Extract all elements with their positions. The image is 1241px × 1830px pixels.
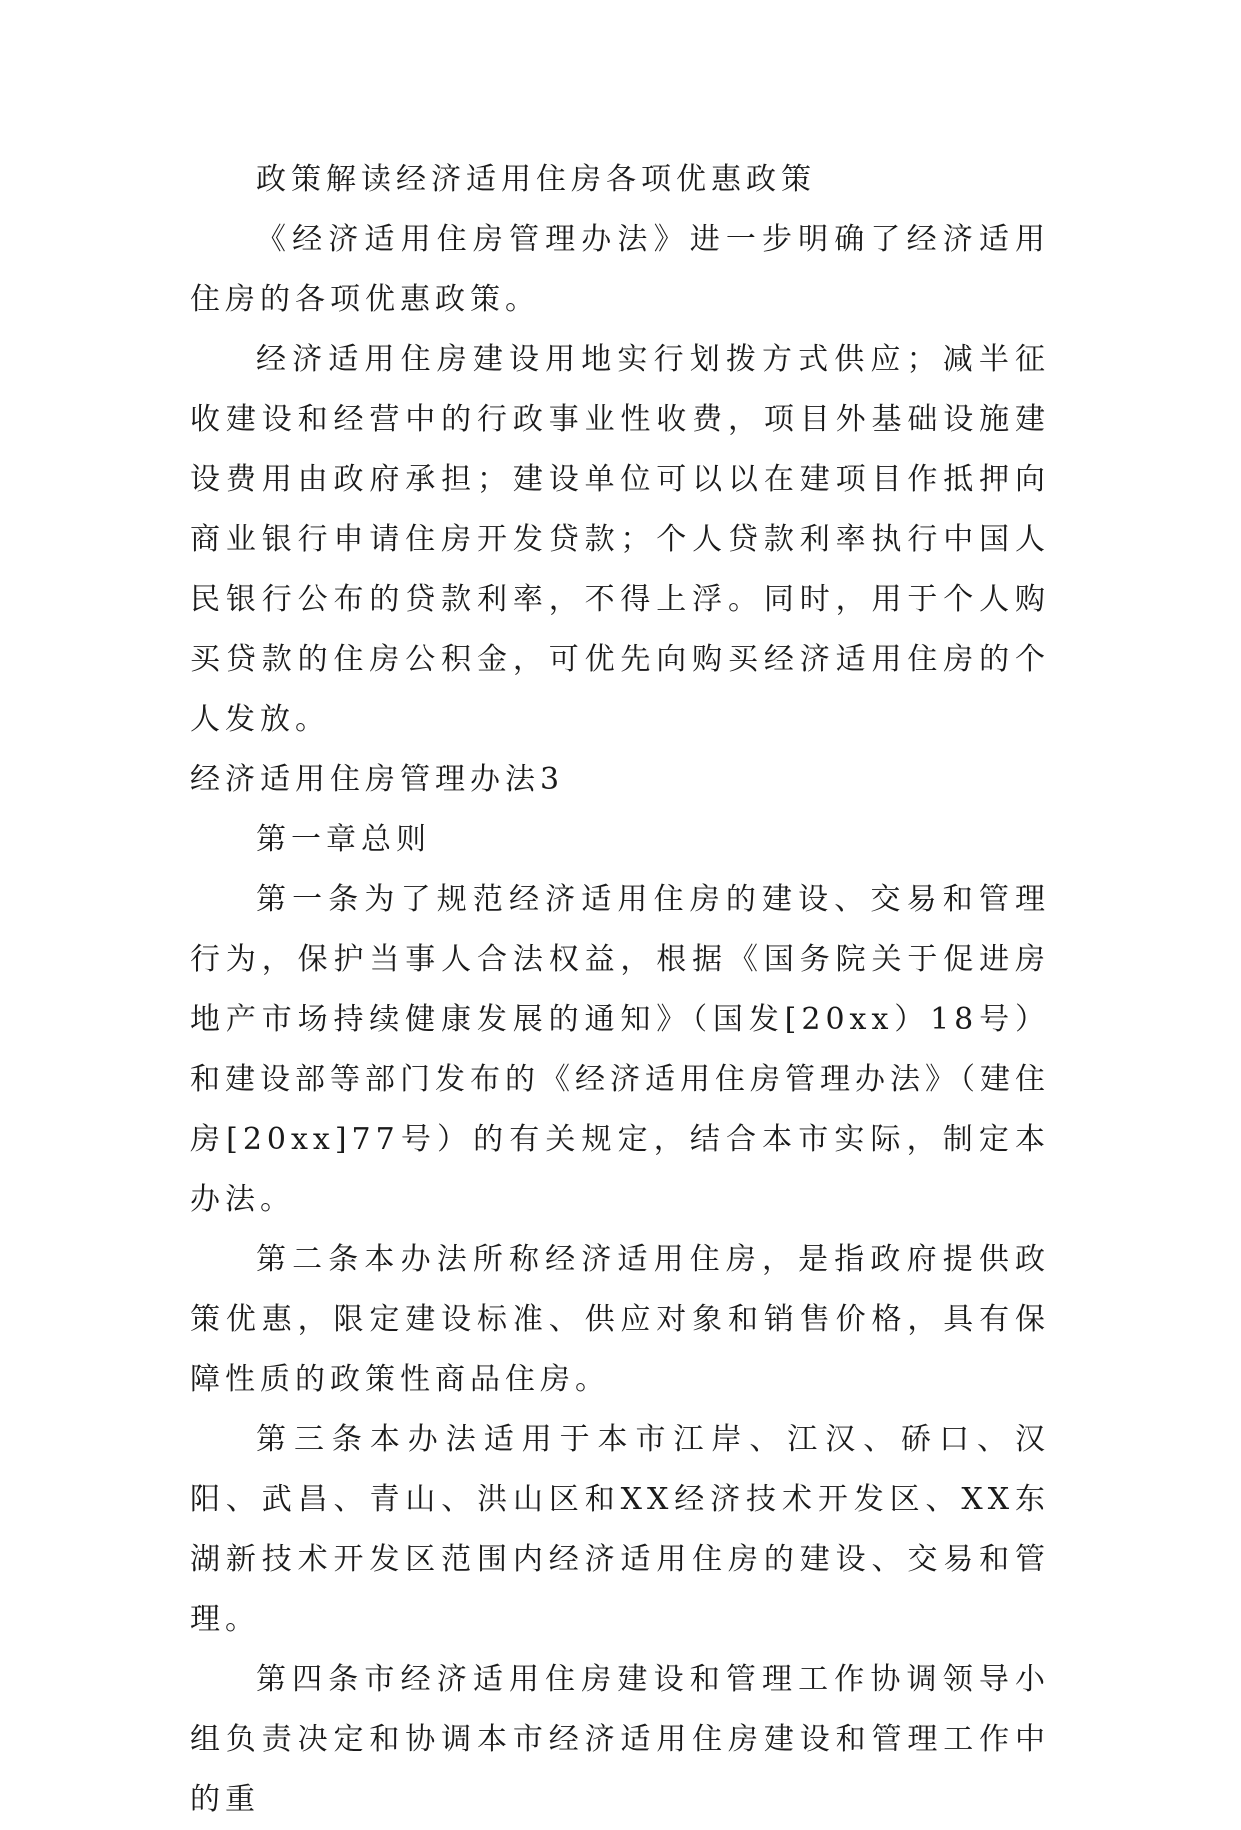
- article-paragraph: 第二条本办法所称经济适用住房，是指政府提供政策优惠，限定建设标准、供应对象和销售价格，具有保障性质的政策性商品住房。: [190, 1242, 1050, 1397]
- article-paragraph: 第四条市经济适用住房建设和管理工作协调领导小组负责决定和协调本市经济适用住房建设和管理工作中的重: [190, 1662, 1050, 1817]
- paragraph: 《经济适用住房管理办法》进一步明确了经济适用住房的各项优惠政策。: [190, 222, 1050, 317]
- article-paragraph: 第一条为了规范经济适用住房的建设、交易和管理行为，保护当事人合法权益，根据《国务院关于促进房地产市场持续健康发展的通知》（国发[20xx）18号）和建设部等部门发布的《经济适用住房管理办法》（建住房[20xx]77号）的有关规定，结合本市实际，制定本办法。: [190, 882, 1050, 1217]
- section-heading: 经济适用住房管理办法3: [190, 762, 565, 797]
- paragraph: 经济适用住房建设用地实行划拨方式供应；减半征收建设和经营中的行政事业性收费，项目外基础设施建设费用由政府承担；建设单位可以以在建项目作抵押向商业银行申请住房开发贷款；个人贷款利率执行中国人民银行公布的贷款利率，不得上浮。同时，用于个人购买贷款的住房公积金，可优先向购买经济适用住房的个人发放。: [190, 342, 1050, 737]
- section-heading: 政策解读经济适用住房各项优惠政策: [256, 162, 816, 197]
- document-body: [190, 150, 1050, 1830]
- article-paragraph: 第三条本办法适用于本市江岸、江汉、硚口、汉阳、武昌、青山、洪山区和XX经济技术开发区、XX东湖新技术开发区范围内经济适用住房的建设、交易和管理。: [190, 1422, 1050, 1637]
- chapter-heading: 第一章总则: [256, 822, 431, 857]
